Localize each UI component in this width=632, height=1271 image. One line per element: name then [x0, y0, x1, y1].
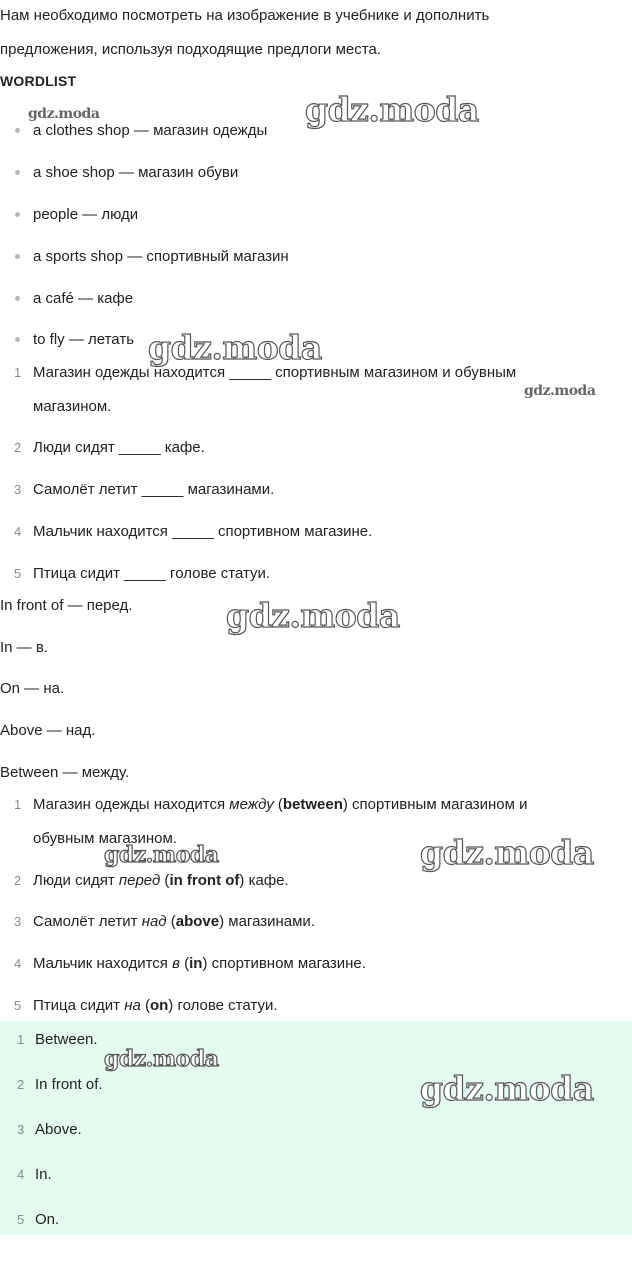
preposition-line: On — на. — [0, 680, 65, 697]
bullet-icon — [15, 170, 20, 175]
task-text: Птица сидит _____ голове статуи. — [33, 565, 271, 582]
wordlist-item: a sports shop — спортивный магазин — [33, 248, 289, 265]
task-text: Магазин одежды находится _____ спортивным магазином и обувным — [33, 364, 517, 381]
answer-number: 3 — [17, 1122, 25, 1137]
wordlist-item: a café — кафе — [33, 290, 134, 307]
answer-text: Above. — [35, 1121, 82, 1138]
filled-number: 3 — [14, 914, 22, 929]
filled-number: 4 — [14, 956, 22, 971]
filled-sentence: Магазин одежды находится между (between) спортивным магазином и — [33, 796, 528, 813]
filled-number: 5 — [14, 998, 22, 1013]
watermark: gdz.moda — [28, 106, 100, 122]
task-number: 4 — [14, 524, 22, 539]
answer-number: 2 — [17, 1077, 25, 1092]
watermark: gdz.moda — [104, 1046, 219, 1072]
bullet-icon — [15, 296, 20, 301]
answer-number: 1 — [17, 1032, 25, 1047]
wordlist-item: to fly — летать — [33, 331, 135, 348]
bullet-icon — [15, 128, 20, 133]
answers-box — [0, 1021, 632, 1235]
watermark: gdz.moda — [305, 90, 479, 129]
watermark: gdz.moda — [524, 383, 596, 399]
watermark: gdz.moda — [148, 328, 322, 367]
filled-sentence: Птица сидит на (on) голове статуи. — [33, 997, 278, 1014]
answer-text: On. — [35, 1211, 60, 1228]
answer-number: 4 — [17, 1167, 25, 1182]
filled-sentence: Мальчик находится в (in) спортивном магазине. — [33, 955, 366, 972]
preposition-line: Above — над. — [0, 722, 96, 739]
task-number: 2 — [14, 440, 22, 455]
task-number: 5 — [14, 566, 22, 581]
answer-number: 5 — [17, 1212, 25, 1227]
bullet-icon — [15, 212, 20, 217]
watermark: gdz.moda — [104, 842, 219, 868]
filled-number: 1 — [14, 797, 22, 812]
wordlist-item: a clothes shop — магазин одежды — [33, 122, 268, 139]
watermark: gdz.moda — [226, 596, 400, 635]
watermark: gdz.moda — [420, 1069, 594, 1108]
answer-text: Between. — [35, 1031, 98, 1048]
task-number: 3 — [14, 482, 22, 497]
bullet-icon — [15, 337, 20, 342]
filled-sentence: Самолёт летит над (above) магазинами. — [33, 913, 315, 930]
answer-text: In. — [35, 1166, 52, 1183]
task-text: Мальчик находится _____ спортивном магазине. — [33, 523, 373, 540]
task-text: Самолёт летит _____ магазинами. — [33, 481, 275, 498]
task-text-continued: магазином. — [33, 398, 112, 415]
wordlist-item: a shoe shop — магазин обуви — [33, 164, 239, 181]
task-text: Люди сидят _____ кафе. — [33, 439, 205, 456]
preposition-line: In front of — перед. — [0, 597, 133, 614]
bullet-icon — [15, 254, 20, 259]
preposition-line: In — в. — [0, 639, 48, 656]
task-number: 1 — [14, 365, 22, 380]
intro-line-1: Нам необходимо посмотреть на изображение в учебнике и дополнить — [0, 7, 490, 24]
wordlist-title: WORDLIST — [0, 73, 77, 89]
answer-text: In front of. — [35, 1076, 103, 1093]
intro-line-2: предложения, используя подходящие предлоги места. — [0, 41, 381, 58]
filled-sentence: Люди сидят перед (in front of) кафе. — [33, 872, 289, 889]
preposition-line: Between — между. — [0, 764, 130, 781]
wordlist-item: people — люди — [33, 206, 139, 223]
filled-number: 2 — [14, 873, 22, 888]
watermark: gdz.moda — [420, 833, 594, 872]
filled-sentence-continued: обувным магазином. — [33, 830, 177, 847]
